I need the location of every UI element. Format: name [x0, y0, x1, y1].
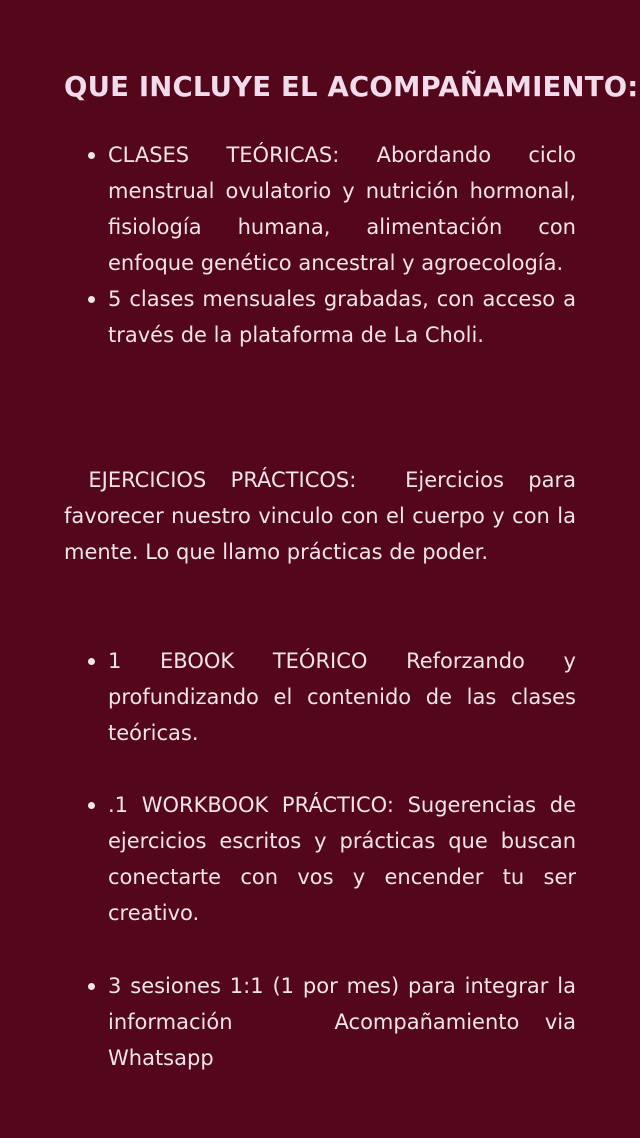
workbook-list: [108, 787, 576, 931]
page-title: QUE INCLUYE EL ACOMPAÑAMIENTO:: [64, 71, 639, 103]
list-item-ebook: 1 EBOOK TEÓRICO Reforzando y profundizando el contenido de las clases teóricas.: [108, 643, 576, 751]
list-item-workbook: .1 WORKBOOK PRÁCTICO: Sugerencias de ejercicios escritos y prácticas que buscan conectarte con vos y encender tu ser creativo.: [108, 787, 576, 931]
list-item-clases-grabadas: 5 clases mensuales grabadas, con acceso a través de la plataforma de La Choli.: [108, 281, 576, 353]
includes-list: [108, 137, 576, 353]
ebook-list: [108, 643, 576, 751]
list-item-sesiones: 3 sesiones 1:1 (1 por mes) para integrar la información Acompañamiento via Whatsapp: [108, 968, 576, 1076]
ejercicios-practicos-paragraph: EJERCICIOS PRÁCTICOS: Ejercicios para favorecer nuestro vinculo con el cuerpo y con la mente. Lo que llamo prácticas de poder.: [64, 468, 583, 564]
sesiones-list: [108, 968, 583, 1076]
list-item-clases-teoricas: CLASES TEÓRICAS: Abordando ciclo menstrual ovulatorio y nutrición hormonal, fisiología humana, alimentación con enfoque genético ancestral y agroecología.: [108, 137, 576, 281]
